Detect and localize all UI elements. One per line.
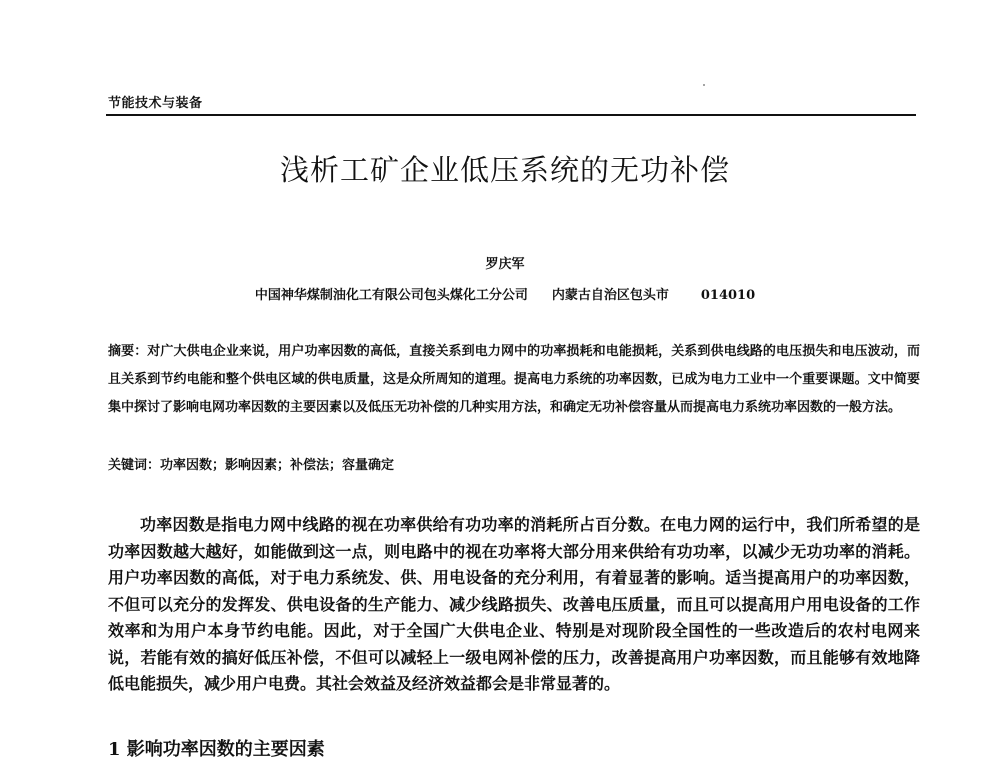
abstract-label: 摘要： xyxy=(108,344,148,359)
author-affiliation xyxy=(0,284,1000,303)
body-paragraph: 功率因数是指电力网中线路的视在功率供给有功功率的消耗所占百分数。在电力网的运行中，我们所希望的是功率因数越大越好，如能做到这一点，则电路中的视在功率将大部分用来供给有功功率，以减少无功功率的消耗。用户功率因数的高低，对于电力系统发、供、用电设备的充分利用，有着显著的影响。适当提高用户的功率因数，不但可以充分的发挥发、供电设备的生产能力、减少线路损失、改善电压质量，而且可以提高用户用电设备的工作效率和为用户本身节约电能。因此，对于全国广大供电企业、特别是对现阶段全国性的一些改造后的农村电网来说，若能有效的搞好低压补偿，不但可以减轻上一级电网补偿的压力，改善提高用户功率因数，而且能够有效地降低电能损失，减少用户电费。其社会效益及经济效益都会是非常显著的。 xyxy=(108,515,920,693)
author-name: 罗庆军 xyxy=(485,257,525,272)
keywords xyxy=(108,452,920,480)
affiliation-postcode: 014010 xyxy=(700,288,756,303)
scan-dot xyxy=(703,84,705,86)
keywords-text: 功率因数；影响因素；补偿法；容量确定 xyxy=(160,458,395,473)
section-tag: 节能技术与装备 xyxy=(108,96,203,111)
header-rule xyxy=(106,114,916,116)
affiliation-organization: 中国神华煤制油化工有限公司包头煤化工分公司 xyxy=(254,288,528,303)
abstract-text: 对广大供电企业来说，用户功率因数的高低，直接关系到电力网中的功率损耗和电能损耗，关系到供电线路的电压损失和电压波动，而且关系到节约电能和整个供电区域的供电质量，这是众所周知的道理。提高电力系统的功率因数，已成为电力工业中一个重要课题。文中简要集中探讨了影响电网功率因数的主要因素以及低压无功补偿的几种实用方法，和确定无功补偿容量从而提高电力系统功率因数的一般方法。 xyxy=(108,344,920,415)
abstract xyxy=(108,338,920,422)
affiliation-location: 内蒙古自治区包头市 xyxy=(551,288,669,303)
keywords-label: 关键词： xyxy=(108,458,161,473)
article-title: 浅析工矿企业低压系统的无功补偿 xyxy=(279,153,730,187)
section-heading: 1 影响功率因数的主要因素 xyxy=(108,739,325,760)
